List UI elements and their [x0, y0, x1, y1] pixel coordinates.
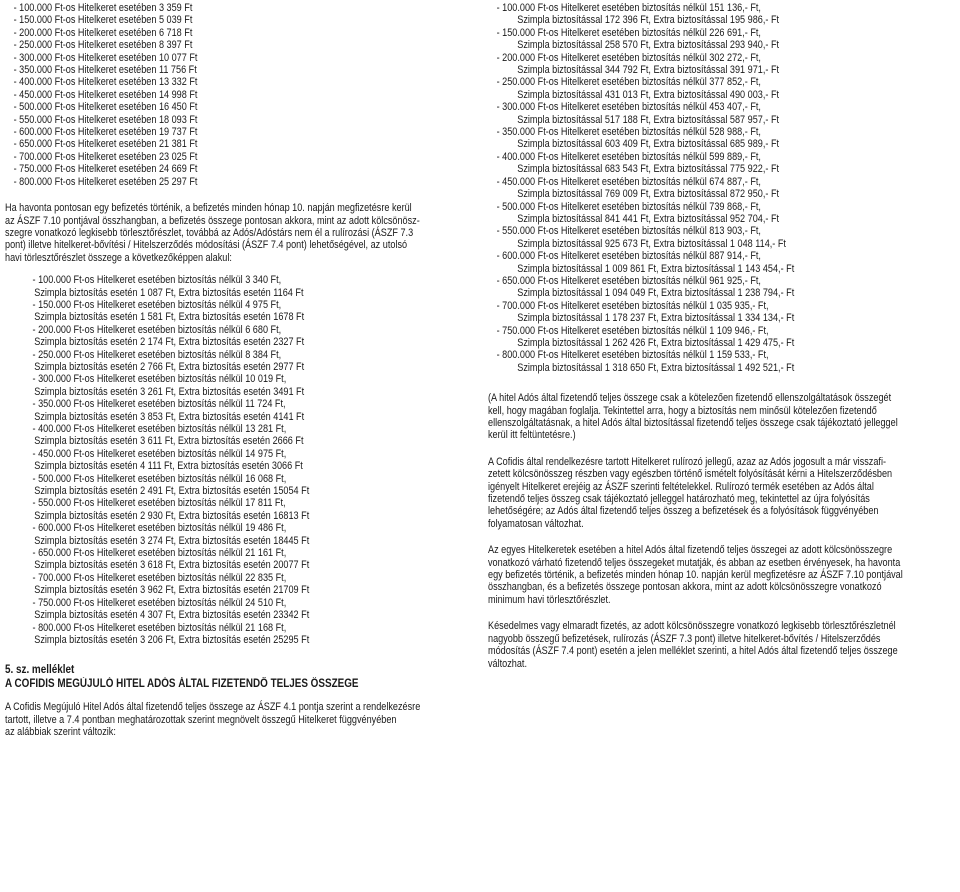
- appendix-intro-paragraph: [5, 701, 475, 738]
- list-item: - 600.000 Ft-os Hitelkeret esetében biztosítás nélkül 887 914,- Ft,: [496, 250, 761, 263]
- list-item: - 550.000 Ft-os Hitelkeret esetében biztosítás nélkül 813 903,- Ft,: [496, 225, 761, 238]
- list-item: - 450.000 Ft-os Hitelkeret esetében biztosítás nélkül 14 975 Ft,: [32, 447, 287, 460]
- paragraph-line: (A hitel Adós által fizetendő teljes összege csak a kötelezően fizetendő ellenszolgáltatások összegét: [488, 392, 892, 405]
- list-item-detail: Szimpla biztosítás esetén 1 581 Ft, Extra biztosítás esetén 1678 Ft: [34, 311, 305, 324]
- list-item-detail: Szimpla biztosítás esetén 2 930 Ft, Extra biztosítás esetén 16813 Ft: [34, 509, 310, 522]
- list-item: - 800.000 Ft-os Hitelkeret esetében biztosítás nélkül 1 159 533,- Ft,: [496, 349, 769, 362]
- list-item: - 400.000 Ft-os Hitelkeret esetében biztosítás nélkül 13 281 Ft,: [32, 423, 287, 435]
- revolving-credit-paragraph: [488, 456, 958, 530]
- list-item: - 100.000 Ft-os Hitelkeret esetében biztosítás nélkül 151 136,- Ft,: [496, 2, 761, 14]
- list-item: - 300.000 Ft-os Hitelkeret esetében biztosítás nélkül 453 407,- Ft,: [496, 101, 761, 114]
- list-item-detail: Szimpla biztosítás esetén 3 618 Ft, Extra biztosítás esetén 20077 Ft: [34, 559, 310, 572]
- list-item: - 200.000 Ft-os Hitelkeret esetében biztosítás nélkül 6 680 Ft,: [32, 323, 282, 336]
- list-item: - 550.000 Ft-os Hitelkeret esetében 18 093 Ft: [13, 113, 198, 126]
- list-item: - 650.000 Ft-os Hitelkeret esetében 21 381 Ft: [13, 138, 198, 151]
- list-item: - 550.000 Ft-os Hitelkeret esetében biztosítás nélkül 17 811 Ft,: [32, 497, 286, 510]
- paragraph-line: minimum havi törlesztőrészlet.: [488, 593, 611, 606]
- list-item: - 500.000 Ft-os Hitelkeret esetében biztosítás nélkül 16 068 Ft,: [32, 472, 287, 485]
- list-item-detail: Szimpla biztosítással 1 318 650 Ft, Extra biztosítással 1 492 521,- Ft: [517, 361, 795, 374]
- list-item-detail: Szimpla biztosítással 1 262 426 Ft, Extra biztosítással 1 429 475,- Ft: [517, 336, 795, 349]
- list-item: - 150.000 Ft-os Hitelkeret esetében biztosítás nélkül 4 975 Ft,: [32, 298, 282, 311]
- paragraph-line: az ÁSZF 7.10 pontjával összhangban, a befizetés összege pontosan akkora, mint az adott kölcsönösz-: [5, 214, 420, 227]
- paragraph-line: szegre vonatkozó legkisebb törlesztőrészlet, továbbá az Adós/Adóstárs nem él a rulírozási (ÁSZF 7.3: [5, 226, 414, 239]
- list-item-detail: Szimpla biztosítással 172 396 Ft, Extra biztosítással 195 986,- Ft: [517, 14, 780, 27]
- total-amounts-paragraph: [488, 544, 958, 606]
- list-item-detail: Szimpla biztosítás esetén 3 853 Ft, Extra biztosítás esetén 4141 Ft: [34, 410, 305, 423]
- last-installment-paragraph: [5, 202, 475, 264]
- paragraph-line: A Cofidis Megújuló Hitel Adós által fizetendő teljes összege az ÁSZF 4.1 pontja szerint a rendelkezésre: [5, 701, 421, 714]
- list-item: - 650.000 Ft-os Hitelkeret esetében biztosítás nélkül 961 925,- Ft,: [496, 274, 761, 287]
- list-item-detail: Szimpla biztosítás esetén 4 307 Ft, Extra biztosítás esetén 23342 Ft: [34, 609, 310, 622]
- list-item: - 500.000 Ft-os Hitelkeret esetében biztosítás nélkül 739 868,- Ft,: [496, 200, 761, 213]
- list-item: - 150.000 Ft-os Hitelkeret esetében 5 039 Ft: [13, 14, 193, 27]
- list-item: - 750.000 Ft-os Hitelkeret esetében biztosítás nélkül 24 510 Ft,: [32, 596, 287, 609]
- paragraph-line: vonatkozó várható fizetendő teljes összegeket mutatják, és abban az esetben érvényesek, ha havonta: [488, 556, 901, 569]
- paragraph-line: az alábbiak szerint változik:: [5, 726, 116, 739]
- paragraph-line: A Cofidis által rendelkezésre tartott Hitelkeret rulírozó jellegű, azaz az Adós jogosult a már visszafi-: [488, 455, 887, 468]
- paragraph-line: folyamatosan változhat.: [488, 517, 584, 530]
- list-item-detail: Szimpla biztosítás esetén 2 491 Ft, Extra biztosítás esetén 15054 Ft: [34, 485, 310, 498]
- paragraph-line: módosítás (ÁSZF 7.4 pont) esetén a jelen melléklet szerinti, a hitel Adós által fizetendő teljes összege: [488, 645, 898, 658]
- list-item-detail: Szimpla biztosítás esetén 2 174 Ft, Extra biztosítás esetén 2327 Ft: [34, 336, 305, 349]
- list-item: - 600.000 Ft-os Hitelkeret esetében biztosítás nélkül 19 486 Ft,: [32, 522, 287, 535]
- list-item: - 200.000 Ft-os Hitelkeret esetében 6 718 Ft: [13, 26, 193, 39]
- list-item: - 700.000 Ft-os Hitelkeret esetében biztosítás nélkül 22 835 Ft,: [32, 571, 287, 584]
- list-item: - 650.000 Ft-os Hitelkeret esetében biztosítás nélkül 21 161 Ft,: [32, 547, 287, 560]
- list-item: - 800.000 Ft-os Hitelkeret esetében 25 297 Ft: [13, 175, 198, 188]
- paragraph-line: nagyobb összegű befizetések, rulírozás (ÁSZF 7.3 pont) illetve hitelkeret-bővítés / Hitelszerződés: [488, 632, 881, 645]
- list-item-detail: Szimpla biztosítással 258 570 Ft, Extra biztosítással 293 940,- Ft: [517, 39, 780, 52]
- list-item: - 300.000 Ft-os Hitelkeret esetében 10 077 Ft: [13, 51, 198, 64]
- list-item: - 750.000 Ft-os Hitelkeret esetében 24 669 Ft: [13, 163, 198, 176]
- list-item: - 350.000 Ft-os Hitelkeret esetében biztosítás nélkül 528 988,- Ft,: [496, 126, 761, 139]
- right-column: [488, 2, 958, 670]
- list-item-detail: Szimpla biztosítás esetén 3 274 Ft, Extra biztosítás esetén 18445 Ft: [34, 534, 310, 547]
- paragraph-line: ellenszolgáltatásnak, a hitel Adós által biztosítással fizetendő teljes összege csak tájékoztató jelleggel: [488, 417, 898, 429]
- paragraph-line: összhangban, és a befizetés összege pontosan akkora, mint az adott kölcsönösszegre vonatkozó: [488, 581, 882, 594]
- list-item: - 250.000 Ft-os Hitelkeret esetében biztosítás nélkül 377 852,- Ft,: [496, 76, 761, 89]
- paragraph-line: változhat.: [488, 657, 528, 670]
- list-item-detail: Szimpla biztosítással 1 178 237 Ft, Extra biztosítással 1 334 134,- Ft: [517, 312, 795, 325]
- list-item-detail: Szimpla biztosítás esetén 3 611 Ft, Extra biztosítás esetén 2666 Ft: [34, 435, 304, 448]
- insurance-installment-list: [5, 274, 475, 646]
- list-item: - 300.000 Ft-os Hitelkeret esetében biztosítás nélkül 10 019 Ft,: [32, 373, 287, 386]
- appendix-number: 5. sz. melléklet: [5, 664, 75, 677]
- list-item: - 250.000 Ft-os Hitelkeret esetében 8 397 Ft: [13, 39, 193, 52]
- list-item-detail: Szimpla biztosítás esetén 1 087 Ft, Extra biztosítás esetén 1164 Ft: [34, 286, 304, 299]
- list-item: - 700.000 Ft-os Hitelkeret esetében biztosítás nélkül 1 035 935,- Ft,: [496, 299, 769, 312]
- list-item: - 100.000 Ft-os Hitelkeret esetében 3 359 Ft: [13, 2, 193, 14]
- list-item: - 200.000 Ft-os Hitelkeret esetében biztosítás nélkül 302 272,- Ft,: [496, 51, 761, 64]
- list-item-detail: Szimpla biztosítással 603 409 Ft, Extra biztosítással 685 989,- Ft: [517, 138, 780, 151]
- list-item-detail: Szimpla biztosítás esetén 3 962 Ft, Extra biztosítás esetén 21709 Ft: [34, 584, 310, 597]
- list-item: - 350.000 Ft-os Hitelkeret esetében biztosítás nélkül 11 724 Ft,: [32, 398, 286, 411]
- list-item: - 100.000 Ft-os Hitelkeret esetében biztosítás nélkül 3 340 Ft,: [32, 274, 282, 287]
- paragraph-line: kell, hogy magában foglalja. Tekintettel arra, hogy a biztosítás nem minősül kötelezően fizetendő: [488, 404, 877, 417]
- list-item: - 700.000 Ft-os Hitelkeret esetében 23 025 Ft: [13, 150, 198, 163]
- list-item: - 350.000 Ft-os Hitelkeret esetében 11 756 Ft: [13, 64, 197, 77]
- list-item-detail: Szimpla biztosítással 344 792 Ft, Extra biztosítással 391 971,- Ft: [517, 64, 780, 77]
- list-item-detail: Szimpla biztosítással 1 094 049 Ft, Extra biztosítással 1 238 794,- Ft: [517, 287, 795, 300]
- list-item: - 250.000 Ft-os Hitelkeret esetében biztosítás nélkül 8 384 Ft,: [32, 348, 282, 361]
- late-payment-paragraph: [488, 620, 958, 670]
- insurance-note-paragraph: [488, 392, 958, 442]
- paragraph-line: Késedelmes vagy elmaradt fizetés, az adott kölcsönösszegre vonatkozó legkisebb törlesztőrészletnél: [488, 620, 896, 633]
- paragraph-line: igényelt Hitelkeret erejéig az ÁSZF szerinti feltételekkel. Rulírozó termék esetében az Adós által: [488, 480, 874, 493]
- list-item-detail: Szimpla biztosítás esetén 3 206 Ft, Extra biztosítás esetén 25295 Ft: [34, 633, 310, 646]
- paragraph-line: kerül itt feltüntetésre.): [488, 429, 576, 442]
- list-item-detail: Szimpla biztosítás esetén 3 261 Ft, Extra biztosítás esetén 3491 Ft: [34, 385, 305, 398]
- paragraph-line: fizetendő teljes összeg csak tájékoztató jelleggel határozható meg, tekintettel az újra folyósítás: [488, 493, 870, 506]
- list-item-detail: Szimpla biztosítás esetén 2 766 Ft, Extra biztosítás esetén 2977 Ft: [34, 360, 305, 373]
- list-item-detail: Szimpla biztosítás esetén 4 111 Ft, Extra biztosítás esetén 3066 Ft: [34, 460, 303, 473]
- list-item: - 150.000 Ft-os Hitelkeret esetében biztosítás nélkül 226 691,- Ft,: [496, 26, 761, 39]
- list-item-detail: Szimpla biztosítással 683 543 Ft, Extra biztosítással 775 922,- Ft: [517, 163, 780, 176]
- list-item-detail: Szimpla biztosítással 841 441 Ft, Extra biztosítással 952 704,- Ft: [517, 212, 780, 225]
- list-item-detail: Szimpla biztosítással 431 013 Ft, Extra biztosítással 490 003,- Ft: [517, 88, 780, 101]
- list-item: - 450.000 Ft-os Hitelkeret esetében 14 998 Ft: [13, 88, 198, 101]
- paragraph-line: pont) illetve hitelkeret-bővítési / Hitelszerződés módosítási (ÁSZF 7.4 pont) lehetőségével, az utolsó: [5, 239, 408, 252]
- total-payable-list: [488, 2, 958, 374]
- list-item: - 400.000 Ft-os Hitelkeret esetében biztosítás nélkül 599 889,- Ft,: [496, 150, 761, 163]
- list-item: - 600.000 Ft-os Hitelkeret esetében 19 737 Ft: [13, 126, 198, 139]
- list-item-detail: Szimpla biztosítással 769 009 Ft, Extra biztosítással 872 950,- Ft: [517, 188, 780, 201]
- paragraph-line: lehetőségére; az Adós által fizetendő teljes összeg a befizetések és a folyósítások függvényében: [488, 505, 879, 518]
- list-item-detail: Szimpla biztosítással 1 009 861 Ft, Extra biztosítással 1 143 454,- Ft: [517, 262, 795, 275]
- list-item-detail: Szimpla biztosítással 517 188 Ft, Extra biztosítással 587 957,- Ft: [517, 113, 780, 126]
- paragraph-line: Ha havonta pontosan egy befizetés történik, a befizetés minden hónap 10. napján megfizetésre kerül: [5, 202, 412, 215]
- list-item: - 400.000 Ft-os Hitelkeret esetében 13 332 Ft: [13, 76, 198, 89]
- paragraph-line: tartott, illetve a 7.4 pontban meghatározottak szerint megnövelt összegű Hitelkeret függvényében: [5, 713, 397, 726]
- list-item: - 800.000 Ft-os Hitelkeret esetében biztosítás nélkül 21 168 Ft,: [32, 621, 287, 634]
- list-item-detail: Szimpla biztosítással 925 673 Ft, Extra biztosítással 1 048 114,- Ft: [517, 237, 786, 250]
- paragraph-line: havi törlesztőrészlet összege a következőképpen alakul:: [5, 251, 232, 264]
- left-column: [5, 2, 475, 739]
- paragraph-line: Az egyes Hitelkeretek esetében a hitel Adós által fizetendő teljes összegei az adott kölcsönösszegre: [488, 544, 893, 557]
- list-item: - 500.000 Ft-os Hitelkeret esetében 16 450 Ft: [13, 101, 198, 114]
- paragraph-line: zetett kölcsönösszeg részben vagy egészben történő ismételt folyósítását kérni a Hitelszerződésben: [488, 468, 893, 481]
- list-item: - 750.000 Ft-os Hitelkeret esetében biztosítás nélkül 1 109 946,- Ft,: [496, 324, 769, 337]
- paragraph-line: egy befizetés történik, a befizetés minden hónap 10. napján kerül megfizetésre az ÁSZF 7.10 pontjával: [488, 569, 903, 582]
- list-item: - 450.000 Ft-os Hitelkeret esetében biztosítás nélkül 674 887,- Ft,: [496, 175, 761, 188]
- monthly-installment-list: [5, 2, 475, 188]
- appendix-title: A COFIDIS MEGÚJULÓ HITEL ADÓS ÁLTAL FIZETENDŐ TELJES ÖSSZEGE: [5, 678, 359, 691]
